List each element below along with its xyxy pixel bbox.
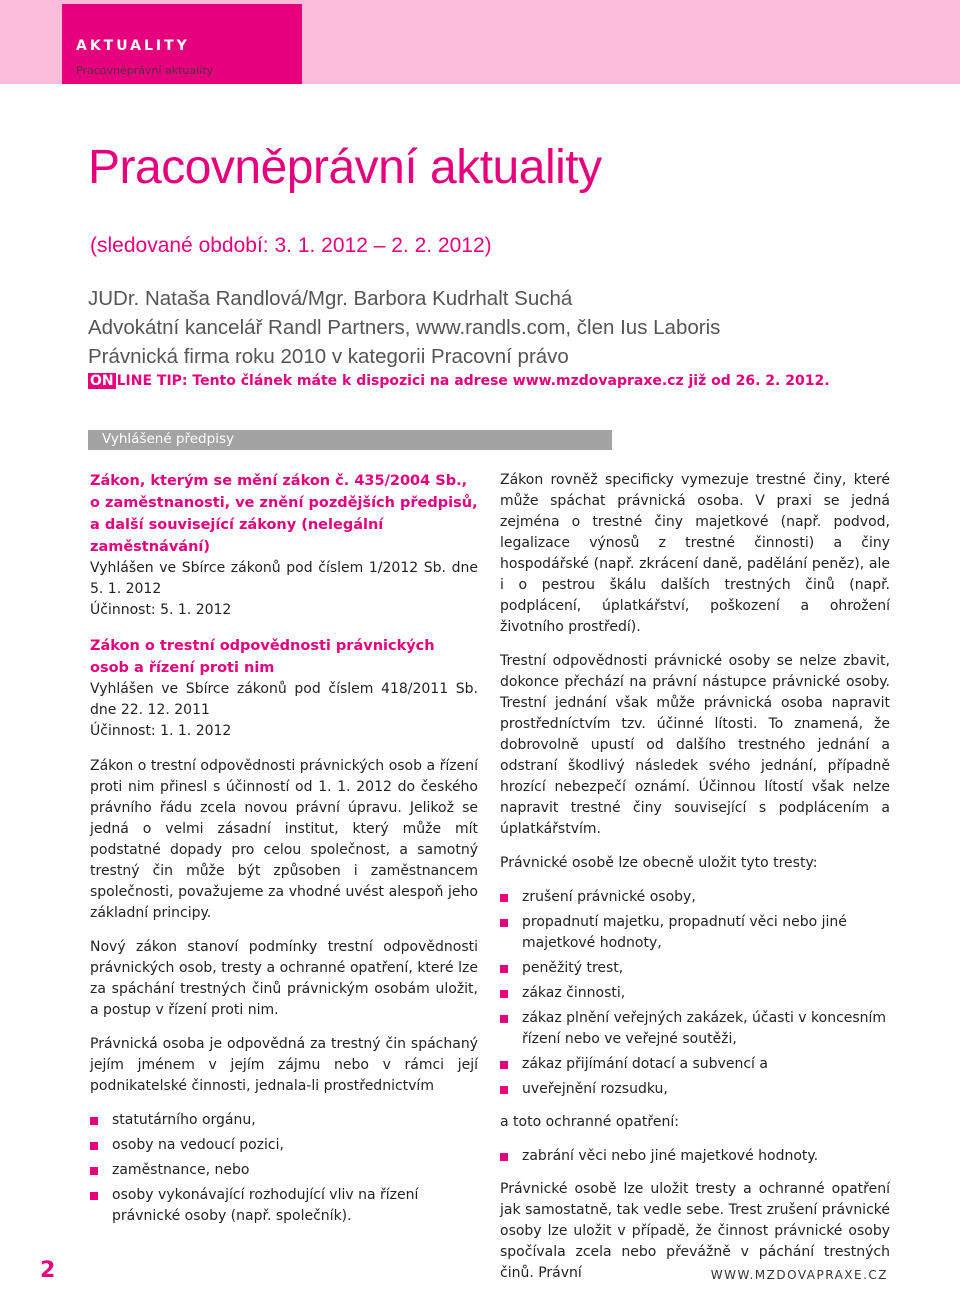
law2-effective: Účinnost: 1. 1. 2012	[90, 723, 232, 739]
footer-site-link[interactable]: WWW.MZDOVAPRAXE.CZ	[710, 1268, 888, 1282]
list-item: zákaz plnění veřejných zakázek, účasti v koncesním řízení nebo ve veřejné soutěži,	[500, 1008, 890, 1050]
list-item: peněžitý trest,	[500, 958, 890, 979]
online-tip-text: LINE TIP: Tento článek máte k dispozici na adrese www.mzdovapraxe.cz již od 26. 2. 2012.	[116, 373, 830, 389]
paragraph: Zákon o trestní odpovědnosti právnických osob a řízení proti nim přinesl s účinností od 1. 1. 2012 do českého právního řádu zcela novou právní úpravu. Jelikož se jedná o velmi zásadní institut, který může mít podstatné dopady pro celou společnost, a samotný trestný čin může být způsoben i zaměstnancem společnosti, považujeme za vhodné uvést alespoň jeho základní principy.	[90, 758, 478, 921]
bullet-list	[500, 887, 890, 1100]
left-column	[90, 470, 478, 1239]
list-item: osoby na vedoucí pozici,	[90, 1135, 478, 1156]
paragraph: Právnické osobě lze obecně uložit tyto tresty:	[500, 855, 818, 871]
list-item: zrušení právnické osoby,	[500, 887, 890, 908]
list-item: zaměstnance, nebo	[90, 1160, 478, 1181]
law1-published: Vyhlášen ve Sbírce zákonů pod číslem 1/2012 Sb. dne 5. 1. 2012	[90, 560, 478, 597]
author-line: Právnická firma roku 2010 v kategorii Pracovní právo	[88, 345, 569, 368]
law1-effective: Účinnost: 5. 1. 2012	[90, 602, 232, 618]
list-item: zabrání věci nebo jiné majetkové hodnoty.	[500, 1146, 890, 1167]
paragraph: Právnické osobě lze uložit tresty a ochranné opatření jak samostatně, tak vedle sebe. Trest zrušení právnické osoby lze uložit v případě, že činnost právnické osoby spočívala zcela nebo převážně v páchání trestných činů. Právní	[500, 1181, 890, 1281]
page-number: 2	[40, 1258, 56, 1283]
author-line: Advokátní kancelář Randl Partners, www.randls.com, člen Ius Laboris	[88, 316, 721, 339]
online-badge: ON	[90, 373, 114, 389]
authors	[88, 284, 720, 371]
section-bar-label: Vyhlášené předpisy	[102, 431, 234, 447]
bullet-list	[500, 1146, 890, 1167]
paragraph: Nový zákon stanoví podmínky trestní odpovědnosti právnických osob, tresty a ochranné opatření, které lze za spáchání trestných činů právnickým osobám uložit, a postup v řízení proti nim.	[90, 939, 478, 1018]
page-title: Pracovněprávní aktuality	[88, 141, 602, 194]
period: (sledované období: 3. 1. 2012 – 2. 2. 2012)	[90, 234, 492, 257]
right-column	[500, 470, 890, 1297]
list-item: propadnutí majetku, propadnutí věci nebo jiné majetkové hodnoty,	[500, 912, 890, 954]
list-item: statutárního orgánu,	[90, 1110, 478, 1131]
author-line: JUDr. Nataša Randlová/Mgr. Barbora Kudrhalt Suchá	[88, 287, 573, 310]
list-item: uveřejnění rozsudku,	[500, 1079, 890, 1100]
paragraph: Právnická osoba je odpovědná za trestný čin spáchaný jejím jménem v jejím zájmu nebo v rámci její podnikatelské činnosti, jednala-li prostřednictvím	[90, 1036, 478, 1094]
paragraph: a toto ochranné opatření:	[500, 1114, 679, 1130]
list-item: osoby vykonávající rozhodující vliv na řízení právnické osoby (např. společník).	[90, 1185, 478, 1227]
paragraph: Trestní odpovědnosti právnické osoby se nelze zbavit, dokonce přechází na právní nástupce právnické osoby. Trestní jednání však může právnická osoba napravit prostředníctvím tzv. účinné lítosti. To znamená, že dobrovolně upustí od dalšího trestného jednání a odstraní škodlivý následek svého jednání, případně hrozící nebezpečí oznámí. Účinnou lítostí však nelze napravit trestné činy související s podplácením a úplatkářstvím.	[500, 653, 890, 837]
law1-heading: Zákon, kterým se mění zákon č. 435/2004 Sb., o zaměstnanosti, ve znění pozdějších předpisů, a další související zákony (nelegální zaměstnávání)	[90, 473, 478, 555]
subsection-label: Pracovněprávní aktuality	[76, 64, 214, 77]
section-label: AKTUALITY	[76, 38, 190, 54]
bullet-list	[90, 1110, 478, 1227]
list-item: zákaz přijímání dotací a subvencí a	[500, 1054, 890, 1075]
list-item: zákaz činnosti,	[500, 983, 890, 1004]
law2-published: Vyhlášen ve Sbírce zákonů pod číslem 418/2011 Sb. dne 22. 12. 2011	[90, 681, 478, 718]
online-tip	[88, 373, 830, 389]
paragraph: Zákon rovněž specificky vymezuje trestné činy, které může spáchat právnická osoba. V praxi se jedná zejména o trestné činy majetkové (např. podvod, legalizace výnosů z trestné činnosti) a činy hospodářské (např. zkrácení daně, padělání peněz), ale i o pestrou škálu dalších trestných činů (např. podplácení, úplatkářství, poškození a ohrožení životního prostředí).	[500, 472, 890, 635]
section-bar	[88, 430, 612, 450]
law2-heading: Zákon o trestní odpovědnosti právnických osob a řízení proti nim	[90, 638, 435, 676]
